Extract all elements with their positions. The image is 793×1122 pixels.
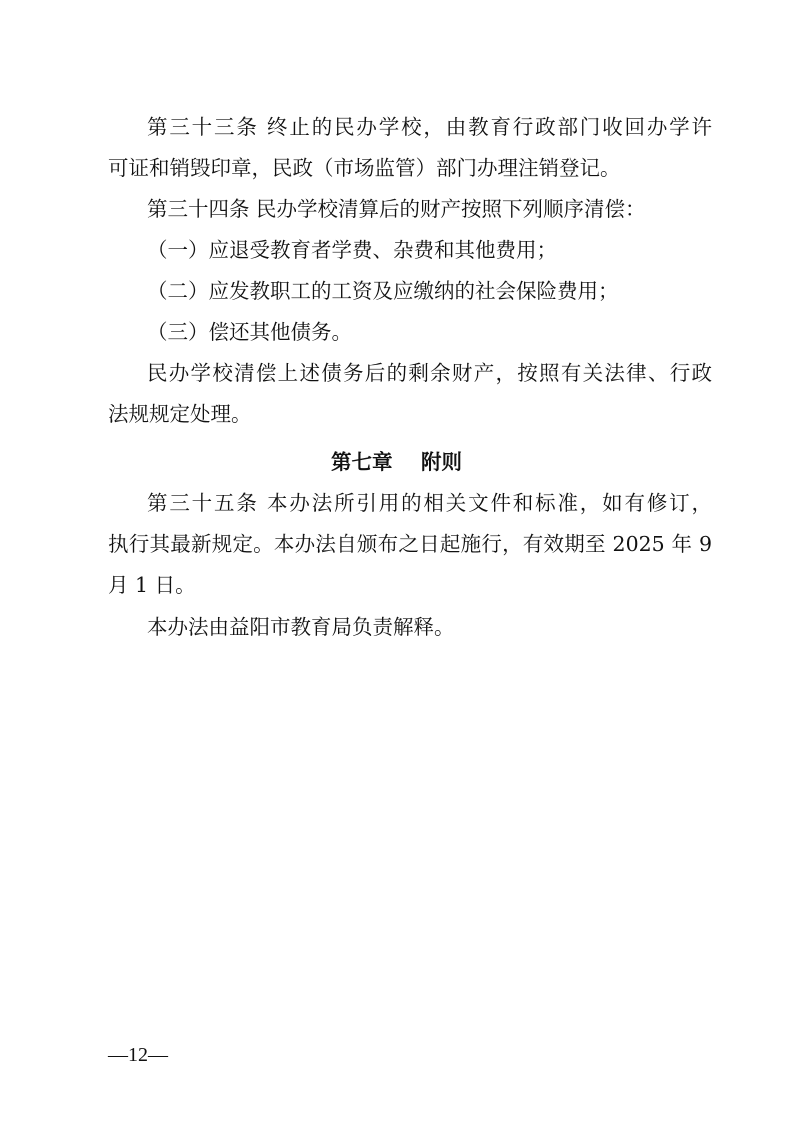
- page-number: —12—: [108, 1044, 168, 1066]
- interpretation-clause: 本办法由益阳市教育局负责解释。: [147, 615, 455, 639]
- article-35-line-2: 执行其最新规定。本办法自颁布之日起施行，有效期至 2025 年 9: [108, 532, 712, 556]
- chapter-7-heading: 第七章 附则: [330, 450, 463, 474]
- article-34-item-1: （一）应退受教育者学费、杂费和其他费用；: [147, 238, 557, 262]
- article-34-remainder-line-2: 法规规定处理。: [108, 402, 252, 426]
- article-34-item-2: （二）应发教职工的工资及应缴纳的社会保险费用；: [147, 279, 619, 303]
- article-34-intro: 第三十四条 民办学校清算后的财产按照下列顺序清偿：: [147, 197, 646, 221]
- article-35-line-3: 月 1 日。: [108, 573, 196, 597]
- article-35-line-1: 第三十五条 本办法所引用的相关文件和标准，如有修订，: [147, 491, 712, 515]
- article-33-line-1: 第三十三条 终止的民办学校，由教育行政部门收回办学许: [147, 115, 712, 139]
- article-34-item-3: （三）偿还其他债务。: [147, 320, 352, 344]
- article-34-remainder-line-1: 民办学校清偿上述债务后的剩余财产，按照有关法律、行政: [147, 361, 712, 385]
- article-33-line-2: 可证和销毁印章，民政（市场监管）部门办理注销登记。: [108, 156, 621, 180]
